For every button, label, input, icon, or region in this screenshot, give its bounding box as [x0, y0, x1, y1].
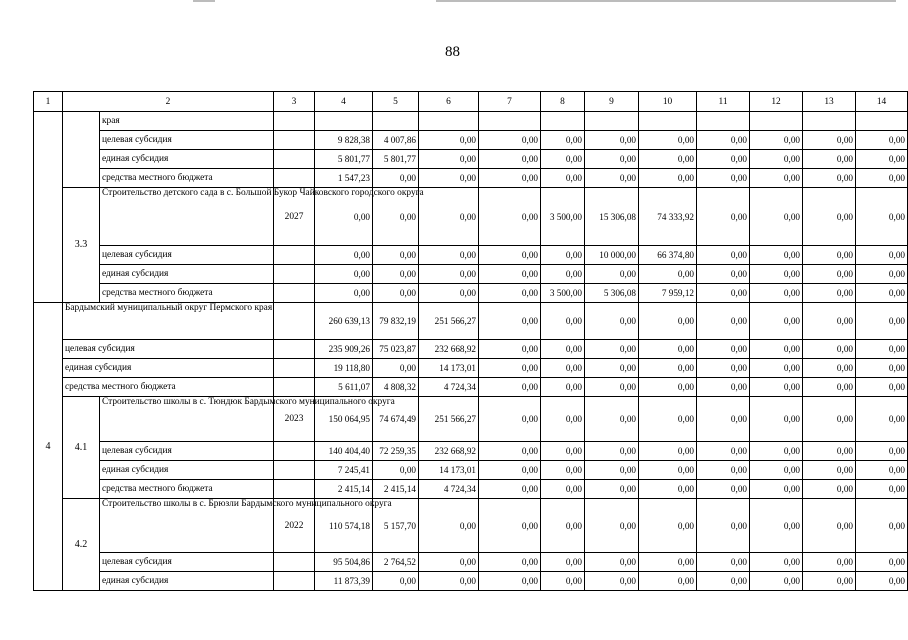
value-cell: [479, 112, 541, 131]
subsection-number: 4.1: [63, 397, 100, 499]
value-cell: 0,00: [585, 442, 639, 461]
value-cell: 0,00: [856, 553, 908, 572]
year-cell: [274, 284, 315, 303]
table-header-row: [34, 92, 908, 112]
year-cell: [274, 480, 315, 499]
value-cell: 0,00: [750, 461, 803, 480]
year-cell: [274, 303, 315, 340]
value-cell: 0,00: [479, 265, 541, 284]
value-cell: 0,00: [750, 499, 803, 553]
value-cell: [697, 112, 750, 131]
value-cell: 0,00: [750, 188, 803, 246]
table-row: [34, 246, 908, 265]
value-cell: 0,00: [697, 553, 750, 572]
value-cell: 0,00: [750, 340, 803, 359]
value-cell: 14 173,01: [419, 461, 479, 480]
value-cell: 79 832,19: [373, 303, 419, 340]
value-cell: 0,00: [585, 169, 639, 188]
value-cell: 0,00: [750, 246, 803, 265]
row-label: единая субсидия: [100, 461, 274, 480]
value-cell: 0,00: [697, 169, 750, 188]
value-cell: 0,00: [541, 131, 585, 150]
value-cell: 0,00: [856, 340, 908, 359]
value-cell: 11 873,39: [315, 572, 373, 591]
value-cell: 0,00: [803, 340, 856, 359]
value-cell: 0,00: [856, 442, 908, 461]
value-cell: 0,00: [803, 442, 856, 461]
value-cell: [315, 112, 373, 131]
value-cell: 0,00: [803, 303, 856, 340]
value-cell: 0,00: [856, 246, 908, 265]
value-cell: 5 157,70: [373, 499, 419, 553]
value-cell: 0,00: [541, 359, 585, 378]
table-row: [34, 284, 908, 303]
row-label: целевая субсидия: [100, 442, 274, 461]
year-cell: [274, 169, 315, 188]
value-cell: 0,00: [639, 461, 697, 480]
column-header: 8: [541, 92, 585, 112]
value-cell: 150 064,95: [315, 397, 373, 442]
value-cell: 0,00: [803, 131, 856, 150]
value-cell: 0,00: [697, 397, 750, 442]
value-cell: 0,00: [479, 303, 541, 340]
value-cell: 0,00: [639, 378, 697, 397]
value-cell: 0,00: [803, 188, 856, 246]
value-cell: 0,00: [803, 150, 856, 169]
value-cell: 0,00: [697, 303, 750, 340]
year-cell: [274, 461, 315, 480]
row-label: Строительство детского сада в с. Большой Букор Чайковского городского округа: [100, 188, 274, 246]
value-cell: 0,00: [803, 553, 856, 572]
value-cell: 0,00: [803, 480, 856, 499]
value-cell: 0,00: [639, 442, 697, 461]
value-cell: 0,00: [479, 480, 541, 499]
value-cell: [585, 112, 639, 131]
column-header: 4: [315, 92, 373, 112]
value-cell: 140 404,40: [315, 442, 373, 461]
value-cell: 0,00: [856, 150, 908, 169]
value-cell: 0,00: [585, 397, 639, 442]
value-cell: 0,00: [697, 131, 750, 150]
value-cell: 0,00: [639, 397, 697, 442]
year-cell: [274, 150, 315, 169]
value-cell: 0,00: [479, 442, 541, 461]
year-cell: [274, 112, 315, 131]
value-cell: 0,00: [803, 397, 856, 442]
value-cell: 0,00: [541, 442, 585, 461]
column-header: 12: [750, 92, 803, 112]
table-row: [34, 378, 908, 397]
value-cell: [750, 112, 803, 131]
subsection-number: 4.2: [63, 499, 100, 591]
value-cell: 74 674,49: [373, 397, 419, 442]
table-row: [34, 397, 908, 442]
table-row: [34, 340, 908, 359]
value-cell: 235 909,26: [315, 340, 373, 359]
value-cell: 0,00: [856, 284, 908, 303]
year-cell: [274, 340, 315, 359]
value-cell: 0,00: [373, 169, 419, 188]
value-cell: 0,00: [585, 303, 639, 340]
column-header: 9: [585, 92, 639, 112]
value-cell: 75 023,87: [373, 340, 419, 359]
table-row: [34, 150, 908, 169]
value-cell: 0,00: [697, 284, 750, 303]
value-cell: 14 173,01: [419, 359, 479, 378]
value-cell: [639, 112, 697, 131]
value-cell: 0,00: [639, 150, 697, 169]
value-cell: 0,00: [419, 169, 479, 188]
value-cell: 15 306,08: [585, 188, 639, 246]
value-cell: 95 504,86: [315, 553, 373, 572]
value-cell: 0,00: [856, 572, 908, 591]
value-cell: 0,00: [856, 265, 908, 284]
value-cell: 0,00: [541, 499, 585, 553]
section-cell: [34, 112, 63, 303]
value-cell: 0,00: [419, 150, 479, 169]
table-row: [34, 188, 908, 246]
row-label: Строительство школы в с. Тюндюк Бардымского муниципального округа: [100, 397, 274, 442]
value-cell: 0,00: [856, 461, 908, 480]
row-label: единая субсидия: [100, 150, 274, 169]
value-cell: 0,00: [585, 131, 639, 150]
value-cell: 0,00: [585, 340, 639, 359]
value-cell: 0,00: [479, 284, 541, 303]
value-cell: 0,00: [750, 572, 803, 591]
table-row: [34, 572, 908, 591]
table-row: [34, 303, 908, 340]
value-cell: 0,00: [479, 246, 541, 265]
value-cell: 0,00: [479, 340, 541, 359]
value-cell: 0,00: [585, 572, 639, 591]
value-cell: 0,00: [315, 265, 373, 284]
column-header: 7: [479, 92, 541, 112]
year-cell: [274, 572, 315, 591]
value-cell: 0,00: [541, 246, 585, 265]
row-label: единая субсидия: [63, 359, 274, 378]
value-cell: 5 306,08: [585, 284, 639, 303]
value-cell: 0,00: [479, 499, 541, 553]
row-label: Строительство школы в с. Брюзли Бардымского муниципального округа: [100, 499, 274, 553]
value-cell: 0,00: [750, 553, 803, 572]
value-cell: 0,00: [419, 284, 479, 303]
value-cell: 0,00: [697, 188, 750, 246]
value-cell: 9 828,38: [315, 131, 373, 150]
value-cell: 260 639,13: [315, 303, 373, 340]
value-cell: 0,00: [639, 303, 697, 340]
value-cell: 0,00: [639, 340, 697, 359]
value-cell: 0,00: [856, 169, 908, 188]
value-cell: 0,00: [479, 188, 541, 246]
value-cell: 74 333,92: [639, 188, 697, 246]
value-cell: 7 245,41: [315, 461, 373, 480]
value-cell: 0,00: [750, 397, 803, 442]
value-cell: 0,00: [585, 480, 639, 499]
value-cell: 0,00: [750, 378, 803, 397]
column-header: 13: [803, 92, 856, 112]
value-cell: [541, 112, 585, 131]
value-cell: 0,00: [541, 461, 585, 480]
value-cell: 0,00: [541, 378, 585, 397]
value-cell: 0,00: [479, 359, 541, 378]
value-cell: [856, 112, 908, 131]
table-row: [34, 112, 908, 131]
value-cell: 0,00: [697, 246, 750, 265]
value-cell: 0,00: [373, 246, 419, 265]
value-cell: 251 566,27: [419, 303, 479, 340]
value-cell: 0,00: [541, 265, 585, 284]
value-cell: 0,00: [803, 461, 856, 480]
row-label: целевая субсидия: [100, 246, 274, 265]
value-cell: 0,00: [585, 359, 639, 378]
value-cell: 0,00: [479, 378, 541, 397]
value-cell: 0,00: [315, 284, 373, 303]
value-cell: 0,00: [803, 169, 856, 188]
value-cell: 232 668,92: [419, 442, 479, 461]
value-cell: 0,00: [803, 572, 856, 591]
value-cell: 0,00: [419, 131, 479, 150]
value-cell: 0,00: [697, 265, 750, 284]
value-cell: 0,00: [639, 480, 697, 499]
value-cell: 0,00: [541, 572, 585, 591]
value-cell: 0,00: [419, 572, 479, 591]
value-cell: 0,00: [750, 303, 803, 340]
value-cell: 0,00: [373, 572, 419, 591]
row-label: средства местного бюджета: [100, 284, 274, 303]
value-cell: 0,00: [639, 572, 697, 591]
value-cell: 0,00: [750, 359, 803, 378]
value-cell: 0,00: [585, 461, 639, 480]
row-label: Бардымский муниципальный округ Пермского края: [63, 303, 274, 340]
column-header: 14: [856, 92, 908, 112]
table-row: [34, 480, 908, 499]
value-cell: 2 764,52: [373, 553, 419, 572]
year-cell: [274, 246, 315, 265]
value-cell: 0,00: [419, 499, 479, 553]
value-cell: 5 611,07: [315, 378, 373, 397]
value-cell: 0,00: [697, 572, 750, 591]
value-cell: 0,00: [541, 340, 585, 359]
value-cell: 0,00: [479, 572, 541, 591]
value-cell: 5 801,77: [315, 150, 373, 169]
value-cell: 0,00: [639, 359, 697, 378]
value-cell: 0,00: [373, 188, 419, 246]
value-cell: 0,00: [479, 461, 541, 480]
column-header: 1: [34, 92, 63, 112]
row-label: целевая субсидия: [63, 340, 274, 359]
value-cell: 0,00: [479, 397, 541, 442]
value-cell: 0,00: [639, 553, 697, 572]
section-number: 4: [34, 303, 63, 591]
year-cell: [274, 359, 315, 378]
value-cell: 5 801,77: [373, 150, 419, 169]
value-cell: 0,00: [315, 246, 373, 265]
year-cell: [274, 265, 315, 284]
value-cell: 0,00: [697, 150, 750, 169]
value-cell: [803, 112, 856, 131]
column-header: 3: [274, 92, 315, 112]
value-cell: 0,00: [373, 359, 419, 378]
value-cell: 0,00: [541, 553, 585, 572]
column-header: 10: [639, 92, 697, 112]
value-cell: 0,00: [803, 359, 856, 378]
table-row: [34, 499, 908, 553]
row-label: единая субсидия: [100, 265, 274, 284]
value-cell: 0,00: [373, 284, 419, 303]
value-cell: 232 668,92: [419, 340, 479, 359]
value-cell: 0,00: [541, 150, 585, 169]
row-label: края: [100, 112, 274, 131]
value-cell: 2 415,14: [373, 480, 419, 499]
year-cell: [274, 553, 315, 572]
value-cell: 0,00: [639, 499, 697, 553]
row-label: средства местного бюджета: [63, 378, 274, 397]
page-number: 88: [445, 44, 460, 60]
value-cell: 0,00: [697, 378, 750, 397]
value-cell: 0,00: [803, 499, 856, 553]
value-cell: 0,00: [315, 188, 373, 246]
value-cell: [419, 112, 479, 131]
column-header: 2: [63, 92, 274, 112]
value-cell: 0,00: [585, 150, 639, 169]
value-cell: 4 808,32: [373, 378, 419, 397]
year-cell: 2022: [274, 499, 315, 553]
value-cell: 0,00: [479, 553, 541, 572]
value-cell: 0,00: [750, 150, 803, 169]
value-cell: 0,00: [750, 265, 803, 284]
value-cell: 0,00: [750, 442, 803, 461]
value-cell: [373, 112, 419, 131]
year-cell: 2023: [274, 397, 315, 442]
column-header: 11: [697, 92, 750, 112]
row-label: средства местного бюджета: [100, 480, 274, 499]
value-cell: 0,00: [585, 553, 639, 572]
value-cell: 0,00: [856, 397, 908, 442]
year-cell: [274, 131, 315, 150]
value-cell: 0,00: [419, 188, 479, 246]
row-label: единая субсидия: [100, 572, 274, 591]
value-cell: 0,00: [856, 480, 908, 499]
value-cell: 19 118,80: [315, 359, 373, 378]
scan-artifact-line: [436, 0, 896, 2]
value-cell: 0,00: [639, 131, 697, 150]
scan-artifact-line: [193, 0, 215, 2]
value-cell: 0,00: [856, 499, 908, 553]
value-cell: 0,00: [803, 284, 856, 303]
value-cell: 0,00: [750, 284, 803, 303]
table-row: [34, 442, 908, 461]
value-cell: 0,00: [697, 442, 750, 461]
value-cell: 0,00: [856, 359, 908, 378]
table-row: [34, 359, 908, 378]
table-row: [34, 553, 908, 572]
value-cell: 251 566,27: [419, 397, 479, 442]
subsection-number: 3.3: [63, 188, 100, 303]
value-cell: 0,00: [856, 303, 908, 340]
budget-table: [33, 91, 908, 591]
value-cell: 0,00: [541, 303, 585, 340]
value-cell: 0,00: [479, 150, 541, 169]
row-label: целевая субсидия: [100, 131, 274, 150]
value-cell: 0,00: [803, 378, 856, 397]
value-cell: 0,00: [856, 378, 908, 397]
value-cell: 0,00: [697, 340, 750, 359]
value-cell: 0,00: [541, 397, 585, 442]
value-cell: 0,00: [585, 378, 639, 397]
value-cell: 4 007,86: [373, 131, 419, 150]
year-cell: 2027: [274, 188, 315, 246]
value-cell: 1 547,23: [315, 169, 373, 188]
value-cell: 0,00: [639, 169, 697, 188]
table-row: [34, 461, 908, 480]
value-cell: 0,00: [639, 265, 697, 284]
value-cell: 0,00: [373, 461, 419, 480]
value-cell: 0,00: [419, 246, 479, 265]
table-row: [34, 265, 908, 284]
value-cell: 0,00: [750, 131, 803, 150]
value-cell: 0,00: [697, 461, 750, 480]
table-row: [34, 169, 908, 188]
value-cell: 0,00: [750, 480, 803, 499]
value-cell: 0,00: [541, 480, 585, 499]
value-cell: 0,00: [856, 188, 908, 246]
table-row: [34, 131, 908, 150]
value-cell: 0,00: [585, 499, 639, 553]
value-cell: 0,00: [856, 131, 908, 150]
column-header: 5: [373, 92, 419, 112]
row-label: средства местного бюджета: [100, 169, 274, 188]
value-cell: 66 374,80: [639, 246, 697, 265]
value-cell: 0,00: [803, 265, 856, 284]
value-cell: 0,00: [373, 265, 419, 284]
value-cell: 72 259,35: [373, 442, 419, 461]
value-cell: 0,00: [697, 499, 750, 553]
value-cell: 4 724,34: [419, 378, 479, 397]
value-cell: 0,00: [697, 359, 750, 378]
value-cell: 0,00: [479, 131, 541, 150]
column-header: 6: [419, 92, 479, 112]
value-cell: 0,00: [419, 553, 479, 572]
value-cell: 110 574,18: [315, 499, 373, 553]
year-cell: [274, 378, 315, 397]
value-cell: 0,00: [479, 169, 541, 188]
value-cell: 0,00: [803, 246, 856, 265]
row-label: целевая субсидия: [100, 553, 274, 572]
value-cell: 0,00: [697, 480, 750, 499]
value-cell: 2 415,14: [315, 480, 373, 499]
value-cell: 0,00: [750, 169, 803, 188]
value-cell: 0,00: [585, 265, 639, 284]
value-cell: 3 500,00: [541, 188, 585, 246]
value-cell: 7 959,12: [639, 284, 697, 303]
value-cell: 0,00: [419, 265, 479, 284]
year-cell: [274, 442, 315, 461]
value-cell: 4 724,34: [419, 480, 479, 499]
value-cell: 10 000,00: [585, 246, 639, 265]
value-cell: 3 500,00: [541, 284, 585, 303]
subsection-cell: [63, 112, 100, 188]
value-cell: 0,00: [541, 169, 585, 188]
